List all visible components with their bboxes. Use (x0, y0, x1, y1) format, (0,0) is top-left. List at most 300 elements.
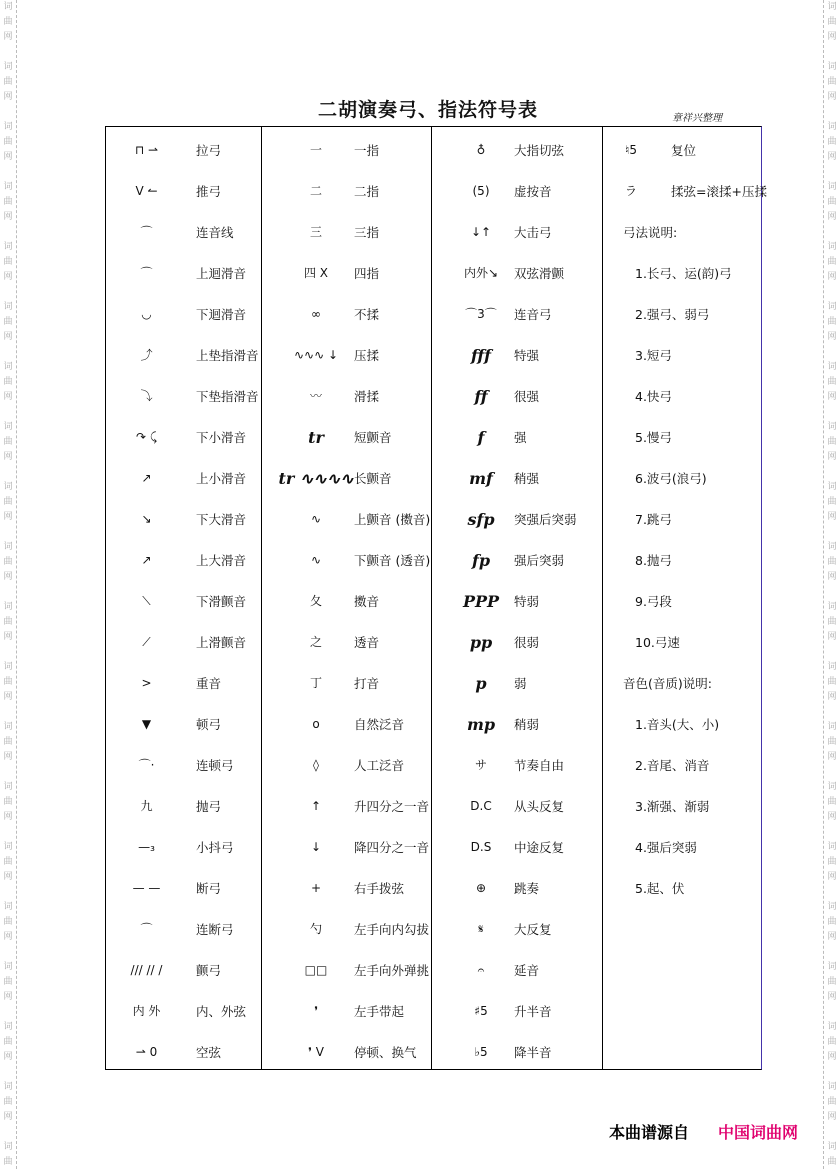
table-cell (106, 417, 276, 458)
dynamic-f-icon: f (477, 428, 485, 447)
table-cell (432, 458, 602, 499)
watermark-glyph: 网 (3, 632, 13, 642)
watermark-glyph: 网 (827, 32, 837, 42)
table-cell (432, 499, 602, 540)
table-cell (432, 704, 602, 745)
table-cell (262, 130, 432, 171)
symbol-label: 推弓 (196, 184, 222, 199)
finger-1-icon: 一 (309, 143, 322, 157)
upper-turn-slide-icon: ⌒ (140, 266, 153, 280)
symbol-label: 弱 (514, 676, 527, 691)
finger-4-icon: 四 X (303, 266, 329, 280)
symbol-label: 强 (514, 430, 527, 445)
watermark-glyph: 词 (3, 662, 13, 672)
watermark-glyph: 词 (827, 962, 837, 972)
finger-3-icon: 三 (309, 225, 322, 239)
table-cell (432, 827, 602, 868)
table-cell (432, 581, 602, 622)
symbol-label: 3.短弓 (635, 348, 672, 363)
up-bow-icon: V ↼ (135, 184, 158, 198)
watermark-glyph: 网 (3, 932, 13, 942)
watermark-glyph: 词 (827, 362, 837, 372)
sou-note-icon: 夂 (309, 594, 322, 608)
table-cell (432, 1032, 602, 1073)
watermark-glyph: 曲 (827, 797, 837, 807)
symbol-label: 下迴滑音 (196, 307, 247, 322)
symbol-label: 顿弓 (196, 717, 222, 732)
symbol-label: 复位 (671, 143, 697, 158)
dynamic-fff-icon: fff (470, 346, 492, 365)
table-cell (106, 294, 276, 335)
table-cell (603, 704, 761, 745)
slurred-staccato-icon: ⌒· (138, 758, 155, 772)
watermark-glyph: 网 (827, 1112, 837, 1122)
table-cell (106, 171, 276, 212)
table-cell (432, 745, 602, 786)
watermark-glyph: 词 (3, 422, 13, 432)
table-cell (432, 950, 602, 991)
watermark-glyph: 网 (3, 272, 13, 282)
symbol-label: 下垫指滑音 (196, 389, 259, 404)
table-cell (603, 458, 761, 499)
watermark-glyph: 曲 (827, 1097, 837, 1107)
watermark-glyph: 网 (827, 152, 837, 162)
table-cell (603, 786, 761, 827)
symbol-label: 颤弓 (196, 963, 222, 978)
table-cell (603, 540, 761, 581)
table-cell (432, 376, 602, 417)
table-cell (262, 335, 432, 376)
watermark-glyph: 网 (3, 812, 13, 822)
table-cell (106, 786, 276, 827)
table-cell (432, 663, 602, 704)
table-cell (106, 212, 276, 253)
symbol-label: 1.长弓、运(韵)弓 (635, 266, 732, 281)
symbol-label: 5.慢弓 (635, 430, 672, 445)
symbol-label: 一指 (354, 143, 380, 158)
symbol-label: 升四分之一音 (354, 799, 430, 814)
watermark-glyph: 曲 (827, 77, 837, 87)
symbol-label: 小抖弓 (196, 840, 234, 855)
big-up-slide-icon: ↗ (141, 553, 152, 567)
symbol-label: 突强后突弱 (514, 512, 577, 527)
table-cell (603, 868, 761, 909)
down-slide-trill-icon: ⟍ (142, 594, 151, 608)
symbol-label: 连顿弓 (196, 758, 234, 773)
page-title: 二胡演奏弓、指法符号表 (318, 99, 539, 121)
watermark-glyph: 曲 (3, 677, 13, 687)
table-cell (603, 581, 761, 622)
small-down-slide-icon: ↷ ⤹ (135, 430, 158, 444)
compiler-credit: 章祥兴整理 (672, 113, 722, 124)
watermark-glyph: 词 (827, 842, 837, 852)
dynamic-p-icon: p (475, 674, 487, 693)
dynamic-mp-icon: mp (466, 715, 496, 734)
watermark-glyph: 词 (3, 1022, 13, 1032)
symbol-label: 左手向外弹挑 (354, 963, 430, 978)
watermark-glyph: 网 (3, 692, 13, 702)
short-trill-icon: tr (308, 428, 324, 447)
symbol-label: 下大滑音 (196, 512, 247, 527)
watermark-glyph: 曲 (3, 1097, 13, 1107)
table-cell (603, 499, 761, 540)
symbol-label: 双弦滑颤 (514, 266, 565, 281)
table-cell (262, 499, 432, 540)
watermark-glyph: 曲 (827, 737, 837, 747)
table-cell (262, 294, 432, 335)
watermark-glyph: 网 (3, 32, 13, 42)
symbol-label: 2.强弓、弱弓 (635, 307, 710, 322)
watermark-glyph: 网 (3, 992, 13, 1002)
symbol-label: 下小滑音 (196, 430, 247, 445)
accent-icon: > (141, 676, 152, 690)
symbol-label: 降半音 (514, 1045, 552, 1060)
symbol-label: 上垫指滑音 (196, 348, 259, 363)
symbol-label: 上小滑音 (196, 471, 247, 486)
table-cell (262, 909, 432, 950)
right-watermark-strip (823, 0, 840, 1169)
watermark-glyph: 词 (3, 62, 13, 72)
symbol-label: 重音 (196, 676, 222, 691)
watermark-glyph: 词 (827, 542, 837, 552)
up-slide-trill-icon: ⟋ (142, 635, 151, 649)
table-cell (106, 909, 276, 950)
symbol-label: 上迴滑音 (196, 266, 247, 281)
press-vibrato-icon: ∿∿∿ ↓ (293, 348, 339, 362)
symbol-label: 三指 (354, 225, 380, 240)
watermark-glyph: 曲 (3, 377, 13, 387)
table-cell (603, 294, 761, 335)
table-cell (432, 909, 602, 950)
double-string-slide-icon: 内外↘ (463, 266, 499, 280)
symbol-label: 擞音 (354, 594, 380, 609)
watermark-glyph: 曲 (827, 617, 837, 627)
dynamic-fp-icon: fp (471, 551, 491, 570)
symbol-label: 上颤音 (擞音) (354, 512, 431, 527)
table-cell (432, 294, 602, 335)
throw-bow-icon: 九 (140, 799, 153, 813)
table-cell (262, 663, 432, 704)
watermark-glyph: 曲 (3, 977, 13, 987)
lower-pad-slide-icon: ⤵ (140, 389, 153, 403)
watermark-glyph: 词 (3, 1082, 13, 1092)
watermark-glyph: 词 (827, 2, 837, 12)
watermark-glyph: 网 (827, 512, 837, 522)
watermark-glyph: 词 (3, 122, 13, 132)
watermark-glyph: 网 (3, 512, 13, 522)
watermark-glyph: 网 (827, 932, 837, 942)
table-cell (432, 622, 602, 663)
table-cell (106, 253, 276, 294)
symbol-label: 从头反复 (514, 799, 565, 814)
table-cell (106, 499, 276, 540)
inner-outer-string-icon: 内 外 (132, 1004, 161, 1018)
table-cell (603, 376, 761, 417)
watermark-glyph: 曲 (827, 557, 837, 567)
watermark-glyph: 网 (3, 212, 13, 222)
watermark-glyph: 曲 (3, 17, 13, 27)
watermark-glyph: 网 (827, 452, 837, 462)
watermark-glyph: 网 (827, 332, 837, 342)
watermark-glyph: 网 (3, 392, 13, 402)
table-cell (106, 376, 276, 417)
coda-icon: ⊕ (475, 881, 487, 895)
table-cell (603, 335, 761, 376)
table-cell (603, 663, 761, 704)
dynamic-ff-icon: ff (474, 387, 488, 406)
fermata-icon: 𝄐 (477, 963, 485, 977)
quarter-sharp-icon: ↑ (310, 799, 322, 813)
no-vibrato-icon: ∞ (311, 307, 321, 321)
symbol-label: 下滑颤音 (196, 594, 247, 609)
symbol-label: 滑揉 (354, 389, 380, 404)
watermark-glyph: 词 (827, 1142, 837, 1152)
watermark-glyph: 网 (827, 632, 837, 642)
finger-2-icon: 二 (309, 184, 322, 198)
symbol-label: 空弦 (196, 1045, 222, 1060)
watermark-glyph: 词 (3, 722, 13, 732)
broken-bow-icon: — — (132, 881, 161, 895)
dal-segno-icon: D.S (470, 840, 492, 854)
left-hook-in-icon: 勺 (309, 922, 322, 936)
watermark-glyph: 网 (827, 572, 837, 582)
table-cell (603, 253, 761, 294)
table-cell (106, 704, 276, 745)
symbol-label: 短颤音 (354, 430, 392, 445)
table-cell (262, 376, 432, 417)
watermark-glyph: 曲 (827, 317, 837, 327)
watermark-glyph: 曲 (827, 497, 837, 507)
table-cell (262, 868, 432, 909)
symbol-label: 强后突弱 (514, 553, 565, 568)
natural-five-icon: ♮5 (625, 143, 637, 157)
table-cell (603, 622, 761, 663)
upper-trill-icon: ∿ (310, 512, 322, 526)
symbol-label: 大反复 (514, 922, 552, 937)
watermark-glyph: 曲 (3, 617, 13, 627)
symbol-label: 右手拨弦 (354, 881, 405, 896)
vibrato-icon: ラ (624, 184, 637, 198)
watermark-glyph: 词 (827, 1082, 837, 1092)
left-watermark-strip (0, 0, 17, 1169)
watermark-glyph: 词 (3, 542, 13, 552)
detache-icon: ▼ (141, 717, 152, 731)
symbol-label: 特弱 (514, 594, 540, 609)
watermark-glyph: 网 (827, 392, 837, 402)
watermark-glyph: 曲 (3, 137, 13, 147)
watermark-glyph: 曲 (827, 1157, 837, 1167)
footer-site-link[interactable]: 中国词曲网 (718, 1123, 799, 1142)
table-cell (262, 745, 432, 786)
watermark-glyph: 网 (3, 452, 13, 462)
tuplet-bow-icon: ⌒3⌒ (465, 307, 497, 321)
watermark-glyph: 词 (827, 662, 837, 672)
symbol-label: 压揉 (354, 348, 380, 363)
table-cell (262, 786, 432, 827)
symbol-label: 连音线 (196, 225, 234, 240)
symbol-label: 节奏自由 (514, 758, 565, 773)
symbol-label: 延音 (514, 963, 540, 978)
symbol-label: 很弱 (514, 635, 540, 650)
symbol-label: 上大滑音 (196, 553, 247, 568)
watermark-glyph: 曲 (827, 137, 837, 147)
symbol-label: 左手带起 (354, 1004, 405, 1019)
watermark-glyph: 曲 (827, 377, 837, 387)
table-cell (432, 540, 602, 581)
symbol-label: 断弓 (196, 881, 222, 896)
table-cell (262, 171, 432, 212)
dynamic-ppp-icon: PPP (462, 592, 500, 611)
watermark-glyph: 曲 (3, 857, 13, 867)
tou-note-icon: 之 (309, 635, 322, 649)
symbol-label: 7.跳弓 (635, 512, 672, 527)
symbol-label: 大击弓 (514, 225, 552, 240)
watermark-glyph: 网 (827, 212, 837, 222)
watermark-glyph: 词 (827, 722, 837, 732)
table-cell (262, 458, 432, 499)
symbol-label: 5.起、伏 (635, 881, 685, 896)
symbol-label: 降四分之一音 (354, 840, 430, 855)
table-cell (603, 417, 761, 458)
table-cell (106, 130, 276, 171)
dynamic-pp-icon: pp (469, 633, 493, 652)
symbol-label: 二指 (354, 184, 380, 199)
lower-trill-icon: ∿ (310, 553, 322, 567)
section-heading: 弓法说明: (623, 225, 678, 240)
watermark-glyph: 词 (3, 182, 13, 192)
symbol-label: 四指 (354, 266, 380, 281)
symbol-label: 上滑颤音 (196, 635, 247, 650)
watermark-glyph: 曲 (3, 917, 13, 927)
symbol-label: 内、外弦 (196, 1004, 247, 1019)
upper-pad-slide-icon: ⤴ (140, 348, 153, 362)
dynamic-sfp-icon: sfp (467, 510, 495, 529)
symbol-label: 长颤音 (354, 471, 392, 486)
symbol-label: 8.抛弓 (635, 553, 672, 568)
watermark-glyph: 词 (827, 122, 837, 132)
watermark-glyph: 网 (827, 872, 837, 882)
watermark-glyph: 词 (827, 242, 837, 252)
watermark-glyph: 网 (827, 812, 837, 822)
light-press-icon: (5) (472, 184, 490, 198)
symbol-label: 稍弱 (514, 717, 540, 732)
table-cell (262, 1032, 432, 1073)
watermark-glyph: 网 (827, 272, 837, 282)
table-cell (262, 581, 432, 622)
watermark-glyph: 曲 (3, 77, 13, 87)
table-cell (432, 335, 602, 376)
symbol-label: 稍强 (514, 471, 540, 486)
table-cell (106, 991, 276, 1032)
small-tremolo-icon: —₃ (138, 840, 155, 854)
table-cell (262, 212, 432, 253)
symbol-label: 3.渐强、渐弱 (635, 799, 710, 814)
symbol-label: 特强 (514, 348, 540, 363)
symbol-label: 抛弓 (196, 799, 222, 814)
symbol-label: 6.波弓(浪弓) (635, 471, 707, 486)
watermark-glyph: 曲 (3, 437, 13, 447)
watermark-glyph: 曲 (827, 677, 837, 687)
watermark-glyph: 曲 (827, 857, 837, 867)
symbol-label: 跳奏 (514, 881, 540, 896)
table-cell (262, 622, 432, 663)
watermark-glyph: 网 (3, 572, 13, 582)
table-cell (262, 827, 432, 868)
watermark-glyph: 词 (827, 482, 837, 492)
table-cell (432, 417, 602, 458)
natural-harmonic-icon: o (312, 717, 320, 731)
table-cell (262, 704, 432, 745)
watermark-glyph: 词 (827, 422, 837, 432)
free-rhythm-icon: サ (474, 758, 487, 772)
symbol-label: 2.音尾、消音 (635, 758, 710, 773)
table-cell (106, 663, 276, 704)
big-strike-icon: ↓↑ (470, 225, 492, 239)
watermark-glyph: 曲 (3, 1037, 13, 1047)
watermark-glyph: 曲 (827, 917, 837, 927)
table-cell (432, 130, 602, 171)
down-bow-icon: ⊓ ⇀ (134, 143, 159, 157)
long-trill-icon: tr ∿∿∿∿ (278, 469, 354, 488)
table-cell (106, 868, 276, 909)
symbol-label: 停顿、换气 (354, 1045, 417, 1060)
notation-table (105, 126, 767, 1070)
flat-five-icon: ♭5 (474, 1045, 488, 1059)
table-cell (106, 745, 276, 786)
watermark-glyph: 词 (3, 1142, 13, 1152)
section-heading: 音色(音质)说明: (623, 676, 712, 691)
symbol-label: 虚按音 (514, 184, 552, 199)
watermark-glyph: 词 (827, 1022, 837, 1032)
table-cell (603, 745, 761, 786)
watermark-glyph: 词 (827, 902, 837, 912)
watermark-glyph: 词 (3, 782, 13, 792)
watermark-glyph: 网 (827, 1052, 837, 1062)
left-flick-out-icon: □□ (304, 963, 328, 977)
watermark-glyph: 词 (3, 602, 13, 612)
watermark-glyph: 词 (3, 302, 13, 312)
table-cell (106, 827, 276, 868)
symbol-label: 打音 (354, 676, 380, 691)
symbol-label: 连音弓 (514, 307, 552, 322)
symbol-label: 不揉 (354, 307, 380, 322)
watermark-glyph: 词 (827, 782, 837, 792)
table-cell (262, 417, 432, 458)
artificial-harmonic-icon: ◊ (313, 758, 319, 772)
table-cell (432, 171, 602, 212)
watermark-glyph: 网 (3, 152, 13, 162)
watermark-glyph: 曲 (827, 437, 837, 447)
symbol-label: 拉弓 (196, 143, 222, 158)
symbol-label: 揉弦=滚揉+压揉 (671, 184, 767, 199)
watermark-glyph: 网 (827, 92, 837, 102)
table-cell (432, 253, 602, 294)
watermark-glyph: 曲 (827, 257, 837, 267)
table-cell (432, 212, 602, 253)
watermark-glyph: 词 (3, 362, 13, 372)
watermark-glyph: 词 (3, 842, 13, 852)
watermark-glyph: 曲 (3, 197, 13, 207)
symbol-label: 很强 (514, 389, 540, 404)
watermark-glyph: 曲 (3, 1157, 13, 1167)
watermark-glyph: 词 (3, 902, 13, 912)
watermark-glyph: 网 (827, 752, 837, 762)
watermark-glyph: 词 (827, 302, 837, 312)
table-cell (262, 540, 432, 581)
watermark-glyph: 曲 (3, 557, 13, 567)
strike-note-icon: 丁 (309, 676, 322, 690)
watermark-glyph: 网 (3, 332, 13, 342)
